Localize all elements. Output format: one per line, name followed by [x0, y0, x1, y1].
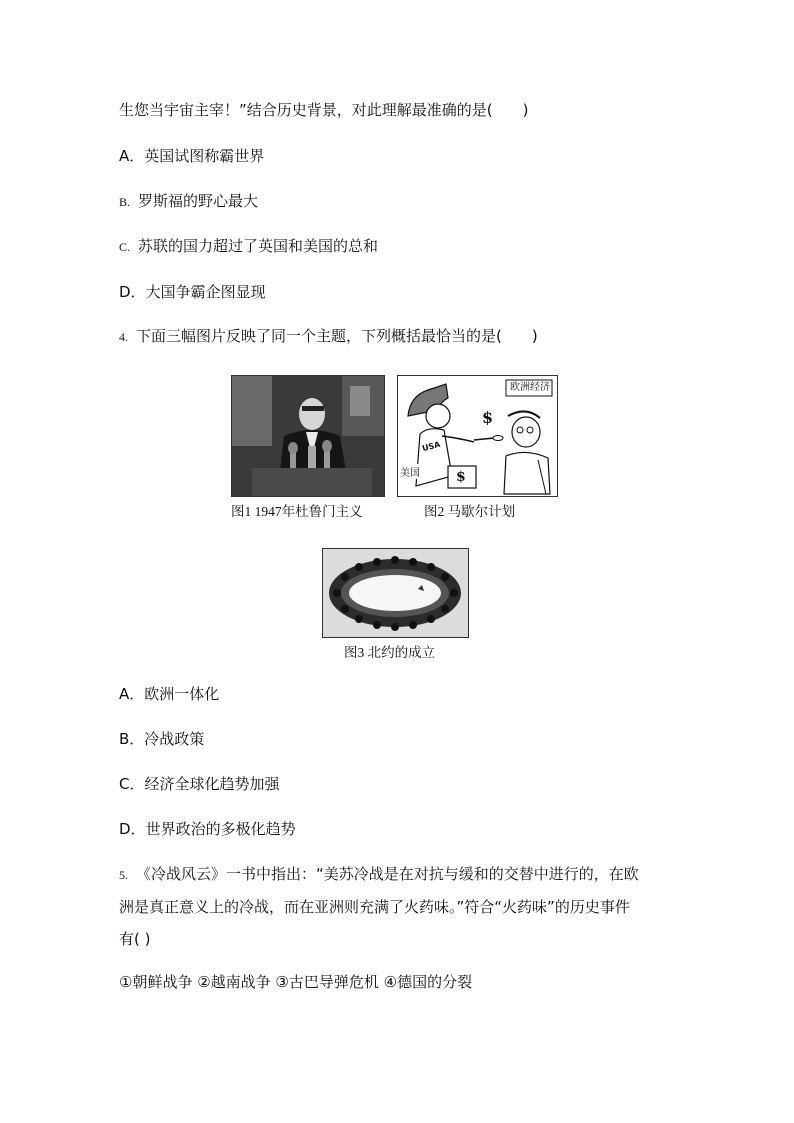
option-text: 世界政治的多极化趋势 [145, 820, 296, 838]
figure-2-cartoon [397, 375, 558, 497]
truman-photo-illustration [232, 376, 384, 496]
cartoon-shirt-label: USA [421, 439, 442, 454]
figure-2-caption: 图2 马歇尔计划 [424, 504, 516, 519]
cartoon-dollar-sign: $ [482, 408, 494, 427]
cartoon-box-label: 欧洲经济 [510, 382, 550, 393]
question-text: 《冷战风云》一书中指出：“美苏冷战是在对抗与缓和的交替中进行的，在欧 [136, 865, 639, 883]
option-text: 罗斯福的野心最大 [138, 192, 259, 210]
cartoon-bag-dollar: $ [456, 469, 466, 485]
figure-1-caption: 图1 1947年杜鲁门主义 [231, 504, 363, 519]
option-letter: A． [119, 685, 145, 703]
question-number: 4. [119, 330, 128, 344]
question-text: 下面三幅图片反映了同一个主题，下列概括最恰当的是( ) [136, 327, 538, 345]
option-text: 大国争霸企图显现 [145, 283, 266, 301]
q5-stem-line-1 [119, 864, 639, 885]
q3-stem-tail: 生您当宇宙主宰！”结合历史背景，对此理解最准确的是( ) [119, 101, 529, 119]
option-letter: C. [119, 240, 131, 254]
option-letter: D． [119, 820, 146, 838]
q3-option-c [119, 236, 378, 257]
figure-1-photo [231, 375, 385, 497]
option-letter: D． [119, 283, 146, 301]
q3-option-a [119, 146, 264, 166]
cartoon-usa-label: 美国 [400, 464, 420, 479]
q5-stem-line-3: 有( ) [119, 930, 151, 948]
option-text: 冷战政策 [144, 730, 205, 748]
figure-3-photo [322, 548, 469, 638]
option-text: 英国试图称霸世界 [144, 147, 265, 165]
q4-option-d [119, 819, 296, 839]
option-letter: B. [119, 195, 131, 209]
option-letter: C． [119, 775, 145, 793]
figure-3-caption: 图3 北约的成立 [344, 645, 436, 660]
option-letter: A． [119, 147, 145, 165]
option-letter: B． [119, 730, 145, 748]
nato-roundtable-illustration [323, 549, 468, 637]
q4-stem [119, 326, 538, 347]
q4-option-a [119, 684, 219, 704]
q5-stem-line-2: 洲是真正意义上的冷战，而在亚洲则充满了火药味。”符合“火药味”的历史事件 [119, 898, 630, 916]
option-text: 欧洲一体化 [144, 685, 220, 703]
q3-option-b [119, 191, 258, 212]
q3-option-d [119, 282, 266, 302]
q4-option-b [119, 729, 204, 749]
q4-option-c [119, 774, 280, 794]
question-number: 5. [119, 868, 128, 882]
option-text: 经济全球化趋势加强 [144, 775, 280, 793]
option-text: 苏联的国力超过了英国和美国的总和 [138, 237, 379, 255]
q5-items: ①朝鲜战争 ②越南战争 ③古巴导弹危机 ④德国的分裂 [119, 973, 473, 991]
